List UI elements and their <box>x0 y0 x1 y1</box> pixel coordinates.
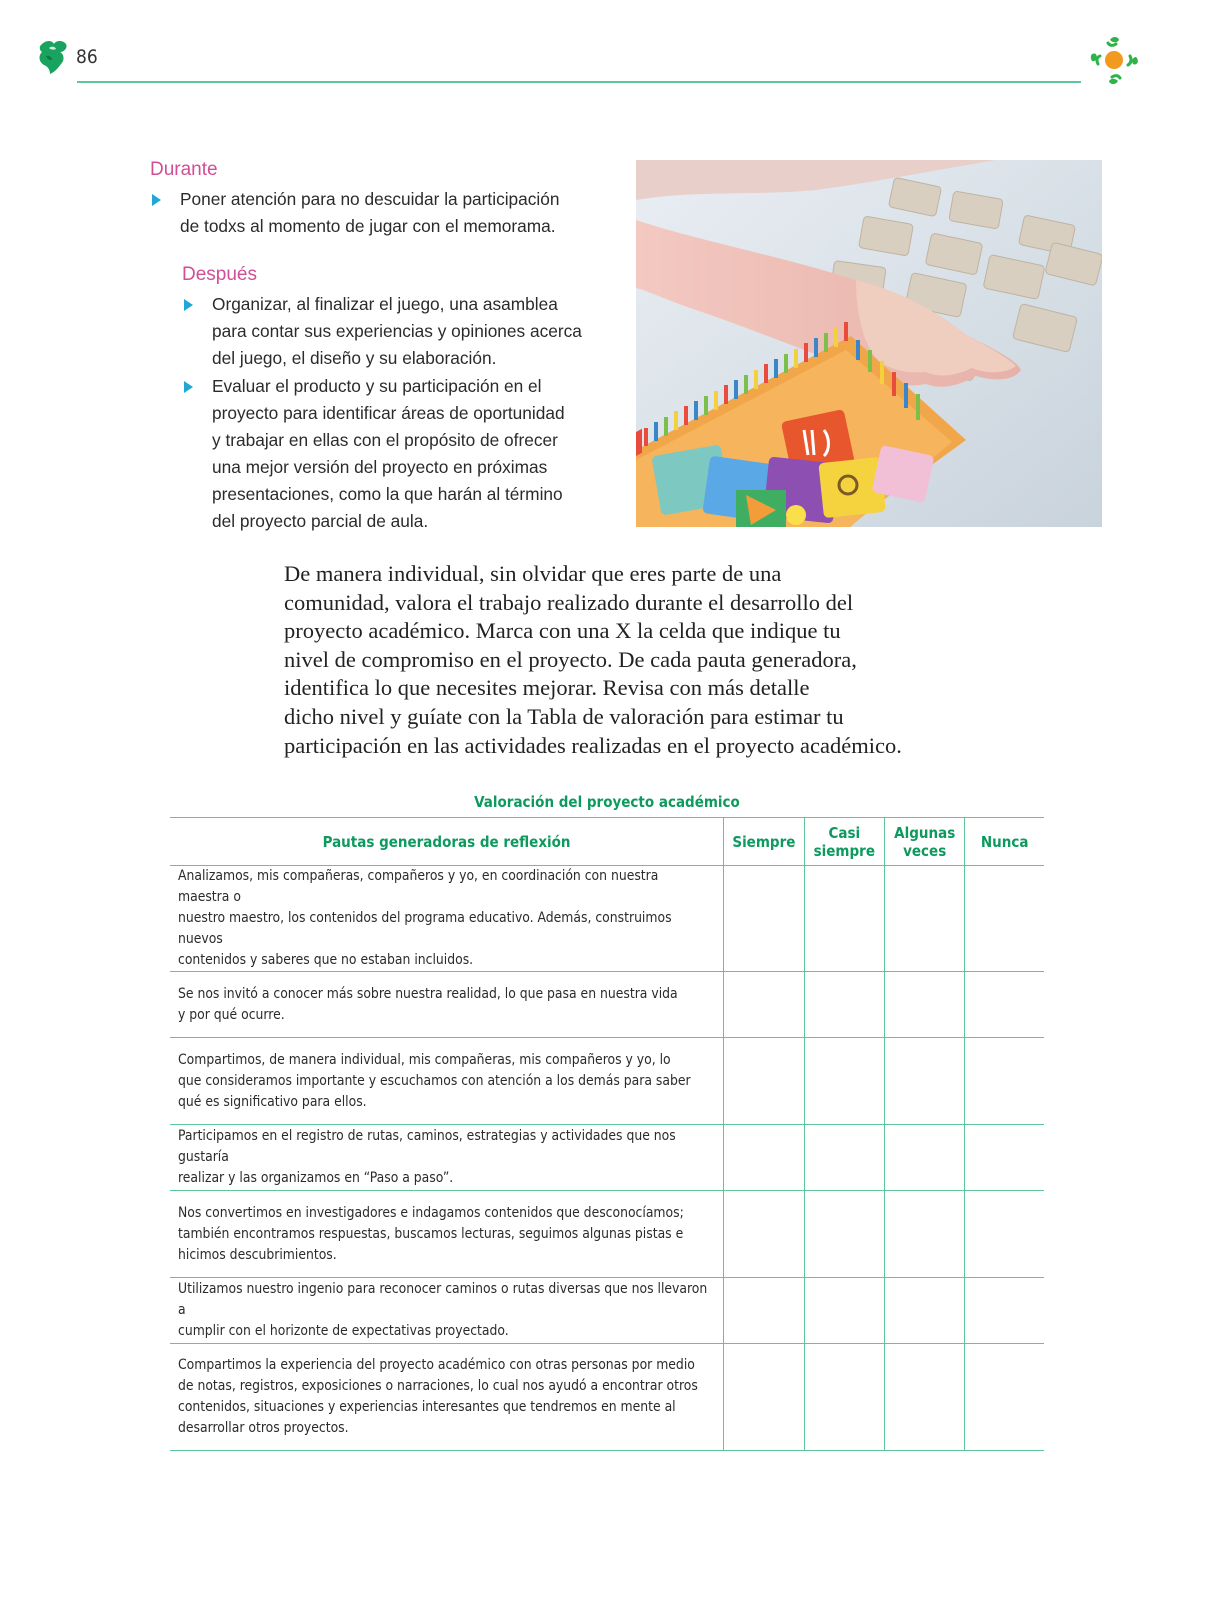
siempre-cell[interactable] <box>724 1125 804 1191</box>
nunca-cell[interactable] <box>965 1191 1044 1278</box>
siempre-cell[interactable] <box>724 1191 804 1278</box>
nunca-cell[interactable] <box>965 866 1044 972</box>
pauta-text: Participamos en el registro de rutas, caminos, estrategias y actividades que nos gustaría realizar y las organizamos en “Paso a paso”. <box>178 1128 676 1186</box>
casi-siempre-cell[interactable] <box>804 1191 884 1278</box>
siempre-cell[interactable] <box>724 1344 804 1451</box>
header-algunas-veces: Algunas veces <box>885 818 965 866</box>
nunca-cell[interactable] <box>965 972 1044 1038</box>
despues-heading: Después <box>182 264 257 285</box>
pauta-text: Nos convertimos en investigadores e indagamos contenidos que desconocíamos; también encontramos respuestas, buscamos lecturas, seguimos algunas pistas e hicimos descubrimientos. <box>178 1204 684 1263</box>
table-row <box>170 1278 1044 1344</box>
page-number: 86 <box>76 46 98 68</box>
algunas-veces-cell[interactable] <box>885 1191 965 1278</box>
pauta-text: Compartimos la experiencia del proyecto académico con otras personas por medio de notas, registros, exposiciones o narraciones, lo cual nos ayudó a encontrar otros contenidos, situaciones y experiencias interesantes que tendremos en mente al desarrollar otros proyectos. <box>178 1357 698 1436</box>
table-row <box>170 1344 1044 1451</box>
table-row <box>170 866 1044 972</box>
casi-siempre-cell[interactable] <box>804 1344 884 1451</box>
siempre-cell[interactable] <box>724 866 804 972</box>
siempre-cell[interactable] <box>724 972 804 1038</box>
orange-circle-emblem-icon <box>1086 34 1142 86</box>
valoracion-table <box>170 817 1044 1451</box>
pauta-text: Compartimos, de manera individual, mis compañeras, mis compañeros y yo, lo que consideramos importante y escuchamos con atención a los demás para saber qué es significativo para ellos. <box>178 1051 691 1110</box>
nunca-cell[interactable] <box>965 1038 1044 1125</box>
casi-siempre-cell[interactable] <box>804 972 884 1038</box>
pauta-text: Analizamos, mis compañeras, compañeros y yo, en coordinación con nuestra maestra o nuestro maestro, los contenidos del programa educativo. Además, construimos nuevos contenidos y saberes que no estaban incluidos. <box>178 868 672 968</box>
despues-bullet-2: Evaluar el producto y su participación en el proyecto para identificar áreas de oportunidad y trabajar en ellas con el propósito de ofrecer una mejor versión del proyecto en próximas presentaciones, como la que harán al término del proyecto parcial de aula. <box>184 373 604 538</box>
casi-siempre-cell[interactable] <box>804 1038 884 1125</box>
nunca-cell[interactable] <box>965 1125 1044 1191</box>
algunas-veces-cell[interactable] <box>885 1344 965 1451</box>
memory-game-photo <box>636 160 1102 527</box>
table-title: Valoración del proyecto académico <box>474 793 740 811</box>
bullet-triangle-icon <box>184 381 193 393</box>
table-row <box>170 1038 1044 1125</box>
instruction-paragraph: De manera individual, sin olvidar que eres parte de una comunidad, valora el trabajo realizado durante el desarrollo del proyecto académico. Marca con una X la celda que indique tu nivel de compromiso en el proyecto. De cada pauta generadora, identifica lo que necesites mejorar. Revisa con más detalle dicho nivel y guíate con la Tabla de valoración para estimar tu participación en las actividades realizadas en el proyecto académico. <box>284 561 902 758</box>
algunas-veces-cell[interactable] <box>885 1038 965 1125</box>
siempre-cell[interactable] <box>724 1278 804 1344</box>
pauta-text: Utilizamos nuestro ingenio para reconocer caminos o rutas diversas que nos llevaron a cumplir con el horizonte de expectativas proyectado. <box>178 1281 708 1339</box>
table-row <box>170 1125 1044 1191</box>
table-row <box>170 972 1044 1038</box>
bullet-triangle-icon <box>184 299 193 311</box>
nunca-cell[interactable] <box>965 1344 1044 1451</box>
casi-siempre-cell[interactable] <box>804 1125 884 1191</box>
despues-bullet-1: Organizar, al finalizar el juego, una asamblea para contar sus experiencias y opiniones acerca del juego, el diseño y su elaboración. <box>184 291 604 373</box>
casi-siempre-cell[interactable] <box>804 866 884 972</box>
nunca-cell[interactable] <box>965 1278 1044 1344</box>
table-header-row <box>170 818 1044 866</box>
pauta-text: Se nos invitó a conocer más sobre nuestra realidad, lo que pasa en nuestra vida y por qué ocurre. <box>178 985 678 1023</box>
algunas-veces-cell[interactable] <box>885 866 965 972</box>
casi-siempre-cell[interactable] <box>804 1278 884 1344</box>
table-row <box>170 1191 1044 1278</box>
header-casi-siempre: Casi siempre <box>804 818 884 866</box>
siempre-cell[interactable] <box>724 1038 804 1125</box>
header-pautas: Pautas generadoras de reflexión <box>322 832 571 851</box>
leaf-figure-logo-icon <box>36 38 70 76</box>
header-rule <box>77 81 1081 83</box>
durante-bullet-1: Poner atención para no descuidar la participación de todxs al momento de jugar con el memorama. <box>152 186 592 242</box>
algunas-veces-cell[interactable] <box>885 1125 965 1191</box>
bullet-triangle-icon <box>152 194 161 206</box>
header-siempre: Siempre <box>724 818 804 866</box>
algunas-veces-cell[interactable] <box>885 972 965 1038</box>
durante-heading: Durante <box>150 159 218 180</box>
header-nunca: Nunca <box>965 818 1044 866</box>
algunas-veces-cell[interactable] <box>885 1278 965 1344</box>
